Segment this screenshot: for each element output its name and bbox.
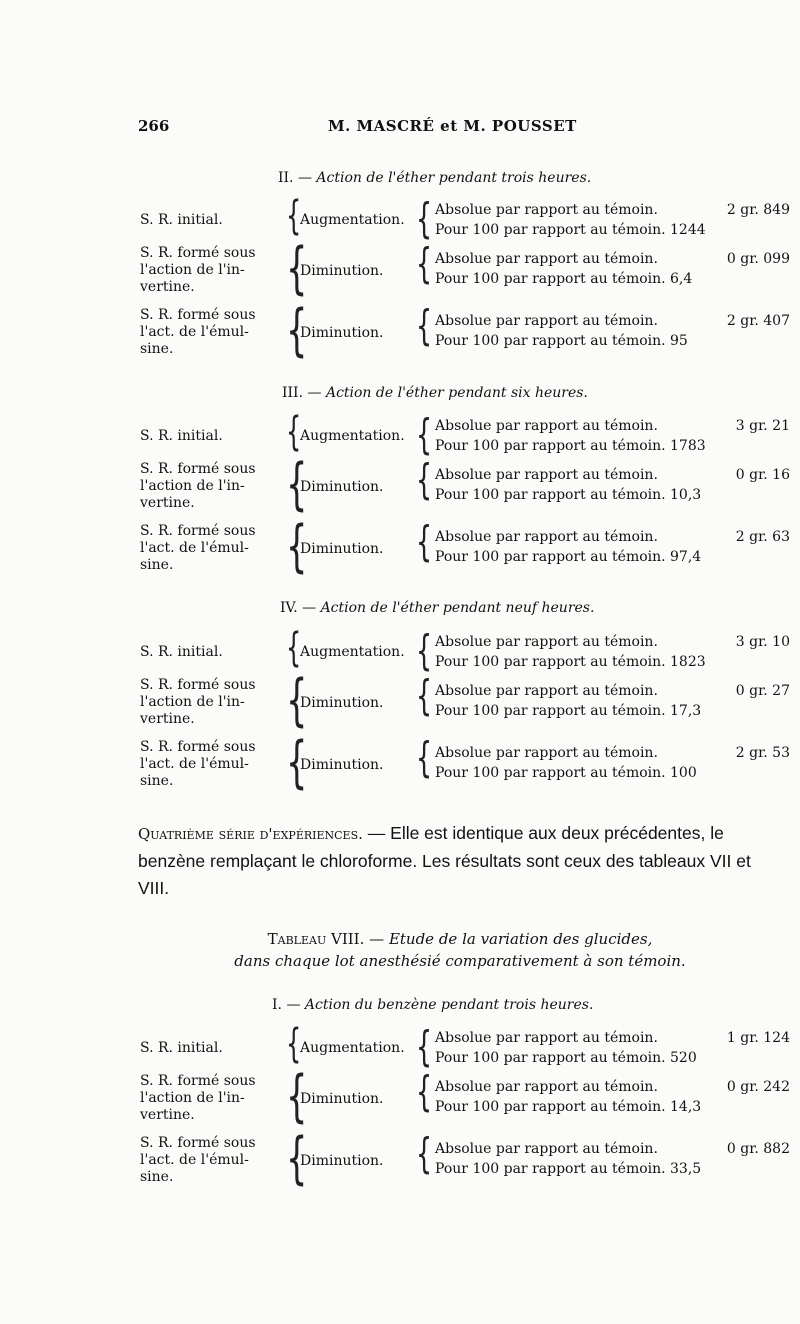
brace-icon: { (416, 1067, 433, 1116)
result-row (140, 298, 790, 365)
measure-label: Pour 100 par rapport au témoin. (435, 1050, 666, 1066)
brace-icon: { (416, 239, 433, 288)
measure-value: 1 gr. 124 (726, 1030, 790, 1046)
brace-icon: { (416, 517, 433, 566)
brace-icon: { (286, 625, 302, 671)
table-title-line-1: Etude de la variation des glucides, (388, 930, 653, 948)
measure-label: Pour 100 par rapport au témoin. (435, 438, 666, 454)
measure-label: Pour 100 par rapport au témoin. (435, 654, 666, 670)
measure-label: Absolue par rapport au témoin. (435, 683, 658, 699)
brace-icon: { (416, 671, 433, 720)
row-label: S. R. formé sous l'action de l'in- vertine. (140, 245, 256, 295)
row-operation: Diminution. (300, 479, 384, 495)
running-title: M. MASCRÉ et M. POUSSET (328, 117, 577, 135)
measure-value: 2 gr. 53 (735, 745, 790, 761)
measure-value: 1823 (670, 654, 706, 670)
page-number: 266 (138, 117, 170, 135)
measure-label: Absolue par rapport au témoin. (435, 1030, 658, 1046)
measure-label: Absolue par rapport au témoin. (435, 1141, 658, 1157)
measure-label: Absolue par rapport au témoin. (435, 1079, 658, 1095)
row-operation: Diminution. (300, 695, 384, 711)
measure-label: Pour 100 par rapport au témoin. (435, 222, 666, 238)
measure-label: Absolue par rapport au témoin. (435, 745, 658, 761)
row-operation: Augmentation. (300, 212, 405, 228)
brace-icon: { (416, 301, 433, 350)
measure-value: 1783 (670, 438, 706, 454)
measure-value: 14,3 (670, 1099, 702, 1115)
measure-label: Absolue par rapport au témoin. (435, 529, 658, 545)
measure-label: Absolue par rapport au témoin. (435, 251, 658, 267)
row-label: S. R. initial. (140, 428, 223, 444)
measure-value: 0 gr. 27 (735, 683, 790, 699)
measure-label: Pour 100 par rapport au témoin. (435, 333, 666, 349)
measure-label: Pour 100 par rapport au témoin. (435, 549, 666, 565)
row-operation: Diminution. (300, 541, 384, 557)
brace-icon: { (286, 668, 308, 733)
brace-icon: { (286, 452, 308, 517)
result-row (140, 730, 790, 797)
measure-value: 3 gr. 10 (735, 634, 790, 650)
row-label: S. R. formé sous l'action de l'in- vertine. (140, 1073, 256, 1123)
brace-icon: { (416, 194, 433, 243)
row-operation: Diminution. (300, 1091, 384, 1107)
measure-value: 0 gr. 242 (726, 1079, 790, 1095)
brace-icon: { (286, 298, 308, 363)
row-label: S. R. formé sous l'act. de l'émul- sine. (140, 739, 256, 789)
result-row (140, 409, 790, 459)
row-label: S. R. formé sous l'act. de l'émul- sine. (140, 1135, 256, 1185)
brace-icon: { (416, 733, 433, 782)
section-title-iii: III. — Action de l'éther pendant six heures. (282, 385, 588, 401)
result-row (140, 193, 790, 243)
row-label: S. R. formé sous l'action de l'in- vertine. (140, 677, 256, 727)
row-label: S. R. initial. (140, 644, 223, 660)
row-operation: Diminution. (300, 757, 384, 773)
measure-label: Pour 100 par rapport au témoin. (435, 703, 666, 719)
measure-value: 95 (670, 333, 688, 349)
measure-value: 0 gr. 882 (726, 1141, 790, 1157)
row-operation: Diminution. (300, 263, 384, 279)
measure-value: 6,4 (670, 271, 693, 287)
measure-value: 520 (670, 1050, 697, 1066)
measure-label: Pour 100 par rapport au témoin. (435, 487, 666, 503)
measure-value: 2 gr. 407 (726, 313, 790, 329)
measure-value: 33,5 (670, 1161, 702, 1177)
measure-value: 1244 (670, 222, 706, 238)
result-row (140, 452, 790, 519)
measure-label: Absolue par rapport au témoin. (435, 202, 658, 218)
row-operation: Augmentation. (300, 428, 405, 444)
paragraph-text: Elle est identique aux deux précédentes, le benzène remplaçant le chloroforme. Les résultats sont ceux des tableaux VII et VIII. (138, 823, 751, 898)
paragraph-lead: Quatrième série d'expériences. (138, 825, 363, 843)
section-title-ii: II. — Action de l'éther pendant trois heures. (278, 170, 592, 186)
measure-label: Absolue par rapport au témoin. (435, 467, 658, 483)
measure-value: 17,3 (670, 703, 702, 719)
brace-icon: { (286, 236, 308, 301)
brace-icon: { (286, 1126, 308, 1191)
result-row (140, 1021, 790, 1071)
brace-icon: { (416, 626, 433, 675)
result-row (140, 1064, 790, 1131)
measure-label: Pour 100 par rapport au témoin. (435, 271, 666, 287)
result-row (140, 1126, 790, 1193)
section-title-i: I. — Action du benzène pendant trois heures. (272, 997, 594, 1013)
measure-label: Absolue par rapport au témoin. (435, 313, 658, 329)
brace-icon: { (286, 730, 308, 795)
brace-icon: { (286, 409, 302, 455)
row-operation: Diminution. (300, 325, 384, 341)
table-title: Tableau VIII. — Etude de la variation des glucides, dans chaque lot anesthésié comparativement à son témoin. (234, 930, 686, 970)
measure-value: 97,4 (670, 549, 702, 565)
measure-value: 2 gr. 849 (726, 202, 790, 218)
measure-label: Pour 100 par rapport au témoin. (435, 765, 666, 781)
row-label: S. R. initial. (140, 1040, 223, 1056)
result-row (140, 668, 790, 735)
brace-icon: { (286, 1021, 302, 1067)
measure-value: 10,3 (670, 487, 702, 503)
row-label: S. R. formé sous l'act. de l'émul- sine. (140, 523, 256, 573)
result-row (140, 514, 790, 581)
section-title-iv: IV. — Action de l'éther pendant neuf heures. (280, 600, 595, 616)
result-row (140, 625, 790, 675)
row-label: S. R. initial. (140, 212, 223, 228)
measure-label: Pour 100 par rapport au témoin. (435, 1099, 666, 1115)
brace-icon: { (416, 410, 433, 459)
table-label: Tableau VIII. (267, 930, 365, 948)
brace-icon: { (416, 455, 433, 504)
measure-value: 3 gr. 21 (735, 418, 790, 434)
row-operation: Augmentation. (300, 644, 405, 660)
result-row (140, 236, 790, 303)
row-label: S. R. formé sous l'action de l'in- vertine. (140, 461, 256, 511)
table-title-line-2: dans chaque lot anesthésié comparativement à son témoin. (234, 952, 686, 970)
brace-icon: { (416, 1022, 433, 1071)
brace-icon: { (416, 1129, 433, 1178)
body-paragraph: Quatrième série d'expériences. — Elle est identique aux deux précédentes, le benzène remplaçant le chloroforme. Les résultats sont ceux des tableaux VII et VIII. (138, 823, 751, 898)
row-operation: Augmentation. (300, 1040, 405, 1056)
measure-label: Absolue par rapport au témoin. (435, 634, 658, 650)
brace-icon: { (286, 1064, 308, 1129)
measure-label: Absolue par rapport au témoin. (435, 418, 658, 434)
row-operation: Diminution. (300, 1153, 384, 1169)
measure-value: 0 gr. 099 (726, 251, 790, 267)
measure-value: 2 gr. 63 (735, 529, 790, 545)
brace-icon: { (286, 514, 308, 579)
measure-value: 0 gr. 16 (735, 467, 790, 483)
measure-value: 100 (670, 765, 697, 781)
measure-label: Pour 100 par rapport au témoin. (435, 1161, 666, 1177)
row-label: S. R. formé sous l'act. de l'émul- sine. (140, 307, 256, 357)
brace-icon: { (286, 193, 302, 239)
